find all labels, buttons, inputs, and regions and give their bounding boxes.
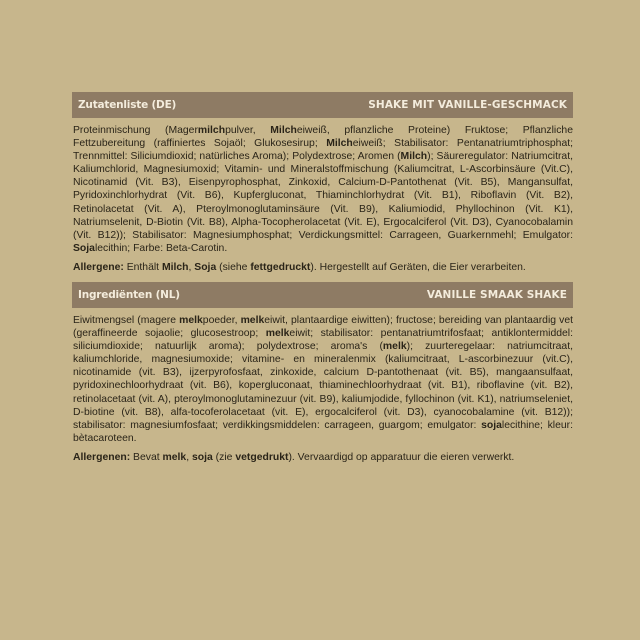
header-title-de: Zutatenliste (DE) [78,99,177,111]
text-run: eiweiß, pflanzliche Proteine) Fruktose; Pflanzliche Fettzubereitung (raffiniertes Sojaöl; Glukosesirup; [73,125,573,150]
text-run: poeder, [202,314,241,326]
ingredients-text-nl [72,314,573,445]
header-bar-nl [72,282,573,308]
allergens-text-nl [73,451,573,464]
bold-run: vetgedrukt [235,451,289,463]
section-nl [72,282,573,464]
text-run: (zie [212,451,236,463]
bold-run: milch [197,125,226,136]
text-run: pulver, [225,125,271,136]
text-run: Proteinmischung (Mager [73,125,198,136]
bold-run: soja [481,419,502,431]
ingredient-label [72,92,573,464]
text-run: lecithine; kleur: bètacaroteen. [73,419,573,444]
text-run: lecithin; Farbe: Beta-Carotin. [94,242,228,254]
text-run: ); Säureregulator: Natriumcitrat, Kaliumchlorid, Magnesiumoxid; Vitamin- und Mineralstoffmischung (Kaliumcitrat, L-Ascorbinsäure (Vit.C), Nicotinamid (Vit. B3), Eisenpyrophosphat, Zinkoxid, Calcium-D-Pantothenat (Vit. B5), Mangansulfat, Pyridoxinchlorhydrat (Vit. B6), Kupfergluconat, Thiaminchlorhydrat (Vit. B1), Riboflavin (Vit. B2), Retinolacetat (Vit. A), Pteroylmonoglutaminsäure (Vit. B9), Kaliumiodid, Phyllochinon (Vit. K1), Natriumselenit, D-Biotin (Vit. B8), Alpha-Tocopherolacetat (Vit. E), Ergocalciferol (Vit. D3), Cyanocobalamin (Vit. B12)); Stabilisator: Magnesiumphosphat; Verdickungsmittel: Carrageen, Guarkernmehl; Emulgator: [73,151,573,241]
bold-run: melk [382,341,407,353]
text-run: eiwit, plantaardige eiwitten); fructose; bereiding van plantaardig vet (geraffineerde sojaolie; glucosestroop; [73,314,573,340]
text-run: ). Vervaardigd op apparatuur die eieren verwerkt. [288,451,515,463]
bold-run: Milch [400,151,428,163]
text-run: ). Hergestellt auf Geräten, die Eier verarbeiten. [310,261,526,273]
header-product-nl: VANILLE SMAAK SHAKE [426,288,567,301]
bold-run: melk [179,314,203,326]
ingredients-text-de [72,124,573,255]
bold-run: Allergene: [73,261,124,273]
text-run: Bevat [130,451,163,463]
text-run: (siehe [216,261,251,273]
section-de [72,92,573,274]
text-run: Eiwitmengsel (magere [73,314,180,326]
bold-run: Milch [270,125,297,136]
allergens-text-de [73,261,573,274]
bold-run: Milch [326,138,353,150]
bold-run: melk [162,451,187,463]
text-run: ); zuurteregelaar: natriumcitraat, kaliumchloride, magnesiumoxide; vitamine- en mineralenmix (kaliumcitraat, L-ascorbinezuur (vit.C), nicotinamide (vit. B3), ijzerpyrofosfaat, zinkoxide, calcium D-pantothenaat (vit. B5), mangaansulfaat, pyridoxinechloorhydraat (vit. B6), kopergluconaat, thiaminechloorhydraat (vit. B1), riboflavine (vit. B2), retinolacetaat (vit. A), pteroylmonoglutaminezuur (vit. B9), kaliumjodide, fyllochinon (vit. K1), natriumseleniet, D-biotine (vit. B8), alfa-tocoferolacetaat (vit. E), ergocalciferol (vit. D3), cyanocobalamine (vit. B12)); stabilisator: magnesiumfosfaat; verdikkingsmiddelen: carrageen, guargom; emulgator: [73,341,573,431]
text-run: eiweiß; Stabilisator: Pentanatriumtriphosphat; Trennmittel: Siliciumdioxid; natürliches Aroma); Polydextrose; Aromen ( [73,138,573,163]
text-run: eiwit; stabilisator: pentanatriumtrifosfaat; antiklontermiddel: siliciumdioxide; natuurlijk aroma); polydextrose; aroma's ( [73,328,573,353]
header-bar-de [72,92,573,118]
bold-run: fettgedruckt [250,261,311,273]
bold-run: melk [240,314,265,326]
text-run: , [188,261,195,273]
bold-run: Soja [194,261,217,273]
bold-run: Allergenen: [73,451,131,463]
header-product-de: SHAKE MIT VANILLE-GESCHMACK [368,99,567,111]
bold-run: Milch [161,261,189,273]
bold-run: soja [192,451,213,463]
bold-run: melk [265,328,290,340]
text-run: Enthält [123,261,162,273]
bold-run: Soja [73,242,95,254]
header-title-nl: Ingrediënten (NL) [78,288,180,301]
text-run: , [186,451,192,463]
